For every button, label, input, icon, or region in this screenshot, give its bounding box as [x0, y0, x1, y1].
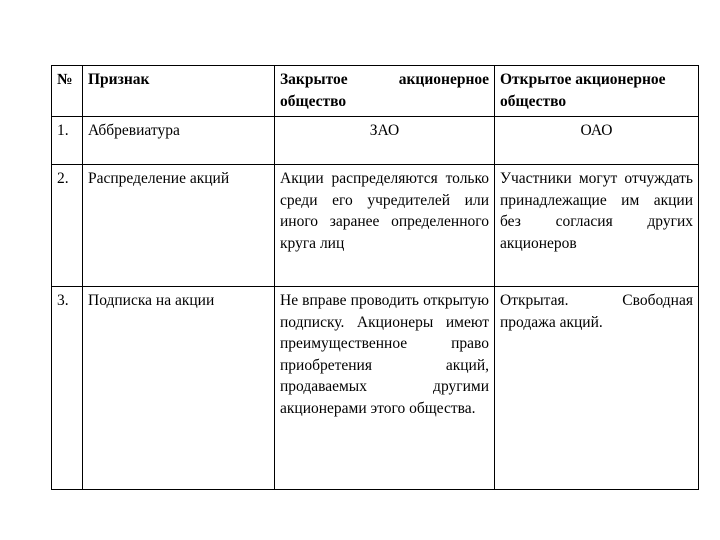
table-header-row: [52, 66, 699, 117]
row-number: 2.: [52, 165, 83, 287]
cell-closed-company: Акции распределяются только среди его учредителей или иного заранее определенного круга лиц: [275, 165, 495, 287]
table-row: [52, 287, 699, 490]
header-number: №: [52, 66, 83, 117]
table-row: [52, 117, 699, 165]
cell-open-company: Участники могут отчуждать принадлежащие им акции без согласия других акционеров: [495, 165, 699, 287]
cell-open-company: ОАО: [495, 117, 699, 165]
row-attribute: Подписка на акции: [83, 287, 275, 490]
header-closed-company: Закрытое акционерное общество: [275, 66, 495, 117]
table-row: [52, 165, 699, 287]
header-open-company: Открытое акционерное общество: [495, 66, 699, 117]
comparison-table: [51, 65, 699, 490]
row-number: 3.: [52, 287, 83, 490]
row-attribute: Распределение акций: [83, 165, 275, 287]
cell-closed-company: ЗАО: [275, 117, 495, 165]
cell-open-company: Открытая. Свободная продажа акций.: [495, 287, 699, 490]
row-attribute: Аббревиатура: [83, 117, 275, 165]
cell-closed-company: Не вправе проводить открытую подписку. Акционеры имеют преимущественное право приобретения акций, продаваемых другими акционерами этого общества.: [275, 287, 495, 490]
row-number: 1.: [52, 117, 83, 165]
header-attribute: Признак: [83, 66, 275, 117]
